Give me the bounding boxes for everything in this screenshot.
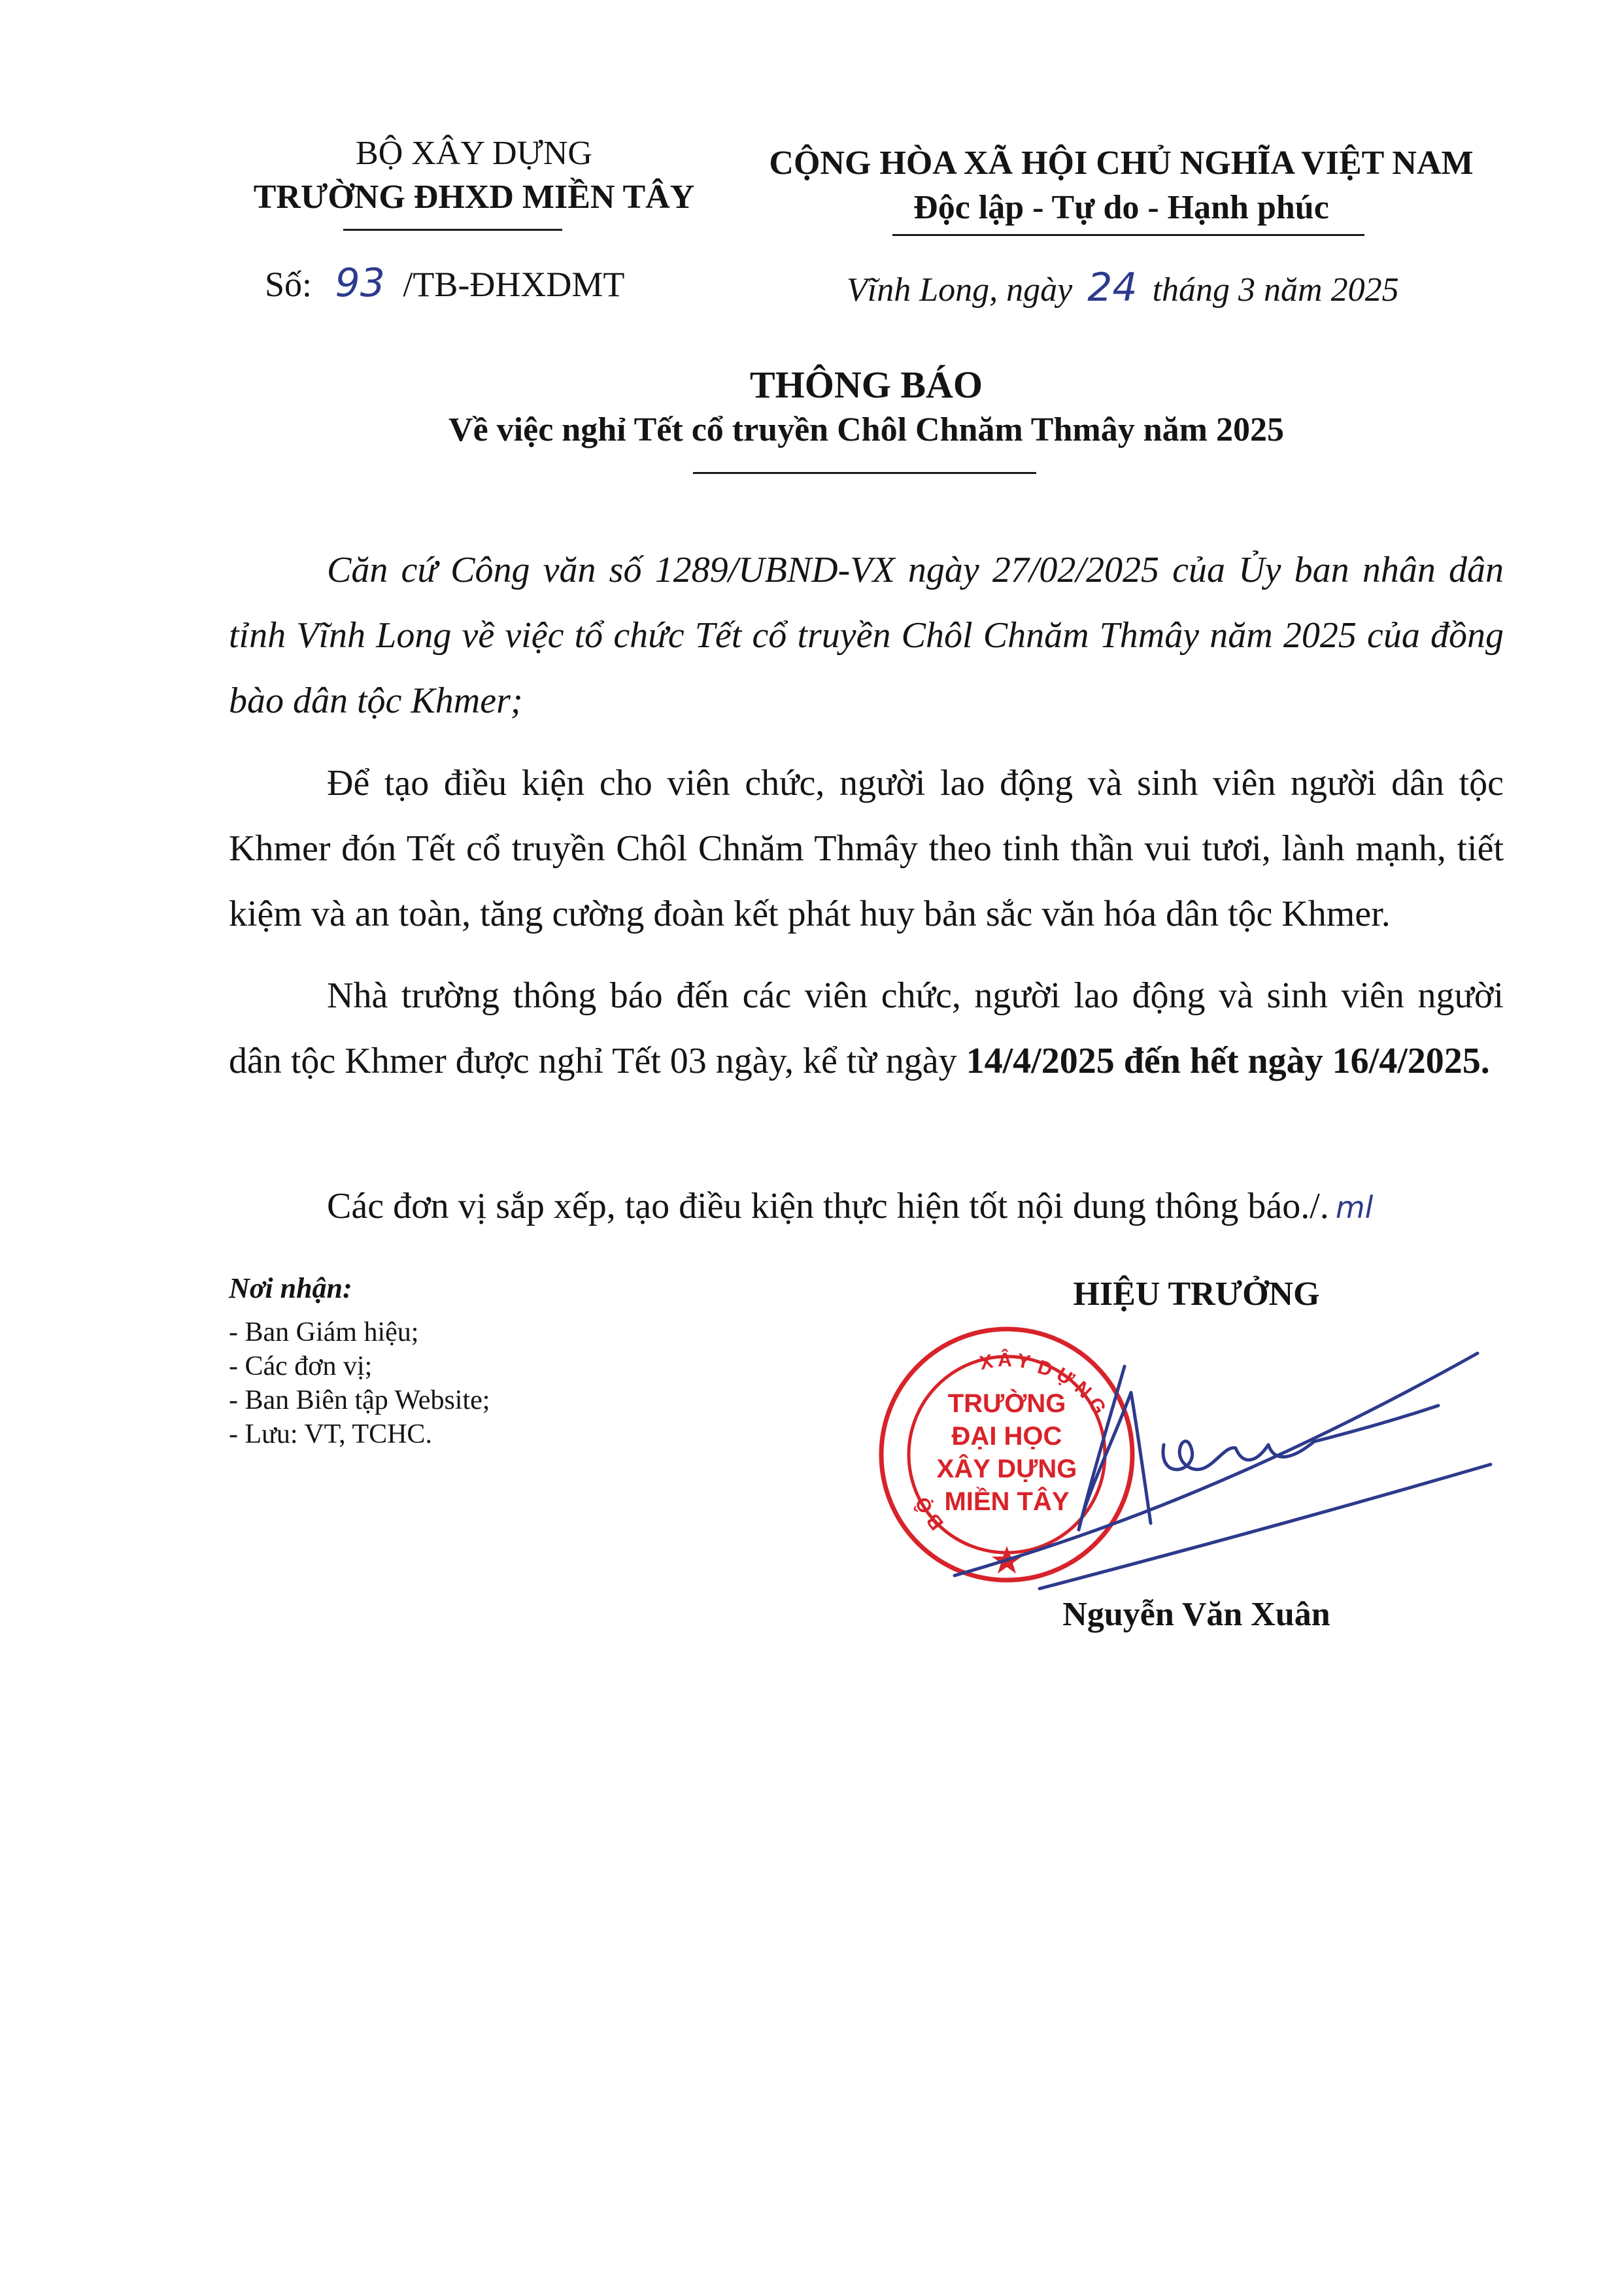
title-underline	[693, 472, 1036, 474]
notice-title: THÔNG BÁO	[749, 363, 983, 406]
ministry-name: BỘ XÂY DỰNG	[356, 135, 592, 172]
stamp-right-arc: DỰNG	[1035, 1356, 1113, 1423]
recipient-item: - Ban Giám hiệu;	[229, 1317, 419, 1347]
doc-number-handwritten: 93	[335, 260, 385, 306]
document-number	[265, 260, 624, 306]
date-day-handwritten: 24	[1087, 265, 1138, 311]
recipient-item: - Lưu: VT, TCHC.	[229, 1419, 432, 1449]
notice-subtitle: Về việc nghỉ Tết cổ truyền Chôl Chnăm Thmây năm 2025	[448, 411, 1284, 448]
date-suffix: tháng 3 năm 2025	[1152, 271, 1399, 309]
stamp-left-arc: BỘ	[909, 1489, 949, 1534]
recipient-item: - Các đơn vị;	[229, 1351, 373, 1381]
motto-underline	[892, 234, 1364, 236]
signer-name: Nguyễn Văn Xuân	[1062, 1596, 1330, 1633]
holiday-date-range: 14/4/2025 đến hết ngày 16/4/2025.	[966, 1041, 1490, 1081]
recipients-label: Nơi nhận:	[229, 1272, 352, 1304]
doc-number-label: Số:	[265, 265, 313, 304]
country-name: CỘNG HÒA XÃ HỘI CHỦ NGHĨA VIỆT NAM	[769, 144, 1474, 182]
place-date	[847, 265, 1399, 311]
stamp-line-4: MIỀN TÂY	[944, 1487, 1070, 1516]
paragraph-holiday-dates	[229, 963, 1504, 1094]
doc-number-suffix: /TB-ĐHXDMT	[403, 265, 625, 304]
paragraph-closing	[229, 1173, 1504, 1240]
paragraph-purpose: Để tạo điều kiện cho viên chức, người lao động và sinh viên người dân tộc Khmer đón Tết cổ truyền Chôl Chnăm Thmây theo tinh thần vui tươi, lành mạnh, tiết kiệm và an toàn, tăng cường đoàn kết phát huy bản sắc văn hóa dân tộc Khmer.	[229, 763, 1504, 934]
stamp-line-3: XÂY DỰNG	[936, 1455, 1077, 1483]
stamp-line-1: TRƯỜNG	[947, 1389, 1066, 1418]
closing-text: Các đơn vị sắp xếp, tạo điều kiện thực hiện tốt nội dung thông báo./.	[327, 1186, 1329, 1226]
holiday-text: Nhà trường thông báo đến các viên chức, người lao động và sinh viên người dân tộc Khmer được nghỉ Tết 03 ngày, kể từ ngày	[229, 975, 1504, 1081]
signer-role: HIỆU TRƯỞNG	[1073, 1275, 1320, 1313]
stamp-line-2: ĐẠI HỌC	[951, 1422, 1062, 1451]
school-name: TRƯỜNG ĐHXD MIỀN TÂY	[253, 178, 695, 216]
stamp-top-arc: XÂY	[977, 1349, 1036, 1375]
date-prefix: Vĩnh Long, ngày	[847, 271, 1073, 309]
paragraph-legal-basis: Căn cứ Công văn số 1289/UBND-VX ngày 27/02/2025 của Ủy ban nhân dân tỉnh Vĩnh Long về việc tổ chức Tết cổ truyền Chôl Chnăm Thmây năm 2025 của đồng bào dân tộc Khmer;	[229, 550, 1504, 721]
closing-initial: ml	[1335, 1190, 1374, 1225]
motto: Độc lập - Tự do - Hạnh phúc	[913, 189, 1329, 226]
handwritten-signature	[928, 1314, 1497, 1602]
recipient-item: - Ban Biên tập Website;	[229, 1385, 490, 1415]
school-underline	[343, 229, 562, 231]
